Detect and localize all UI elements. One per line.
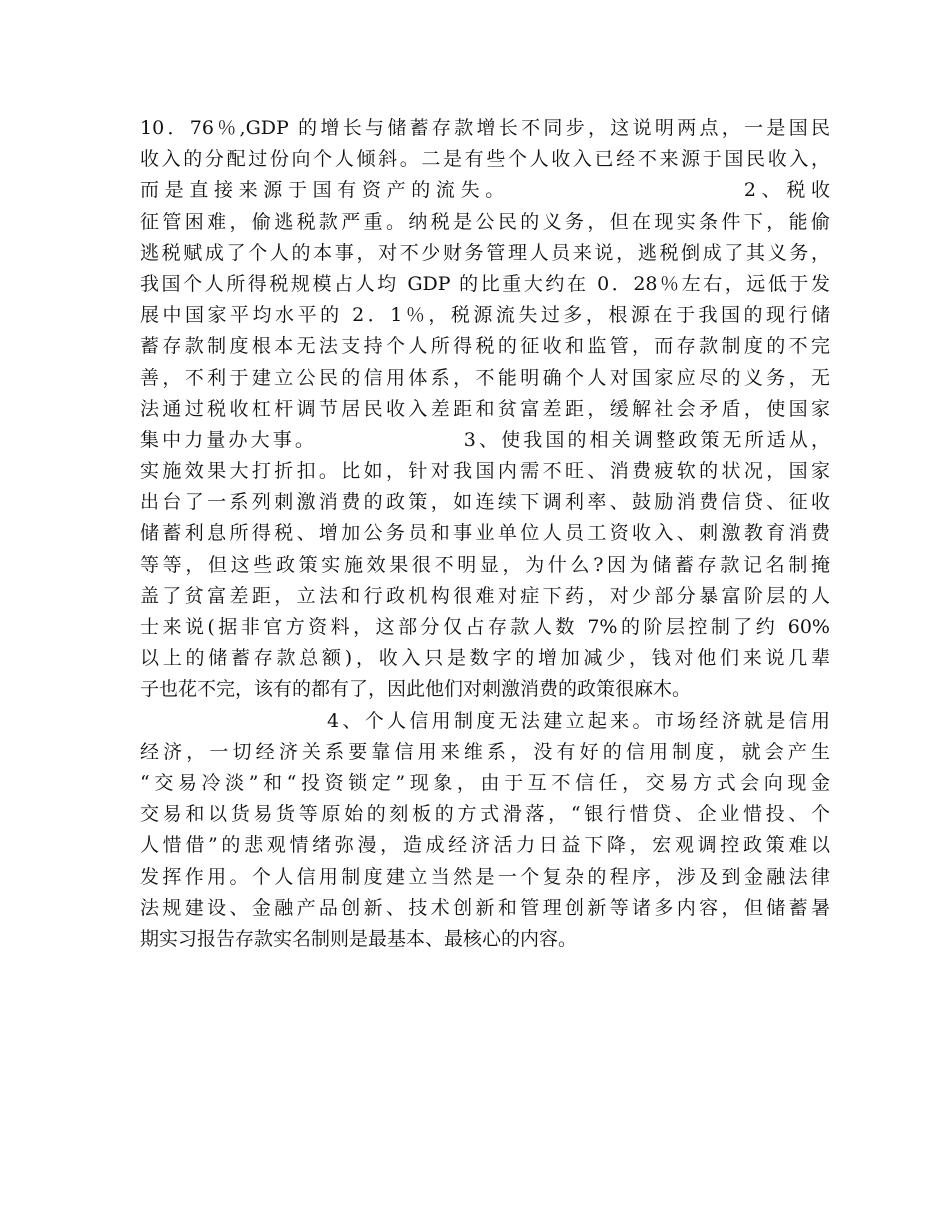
text-line: 法通过税收杠杆调节居民收入差距和贫富差距，缓解社会矛盾，使国家 (140, 397, 830, 420)
text-line: 出台了一系列刺激消费的政策，如连续下调利率、鼓励消费信贷、征收 (140, 491, 830, 514)
text-line: 集中力量办大事。 3、使我国的相关调整政策无所适从， (140, 428, 830, 451)
text-line: 士来说(据非官方资料，这部分仅占存款人数 7%的阶层控制了约 60% (140, 616, 830, 638)
text-line: 蓄存款制度根本无法支持个人所得税的征收和监管，而存款制度的不完 (140, 335, 830, 358)
text-line: 展中国家平均水平的 2．1％，税源流失过多，根源在于我国的现行储 (140, 304, 830, 327)
text-line: 实施效果大打折扣。比如，针对我国内需不旺、消费疲软的状况，国家 (140, 460, 830, 483)
text-line: 而是直接来源于国有资产的流失。 2、税收 (140, 179, 830, 202)
text-line: 盖了贫富差距，立法和行政机构很难对症下药，对少部分暴富阶层的人 (140, 584, 830, 607)
text-line: 法规建设、金融产品创新、技术创新和管理创新等诸多内容，但储蓄暑 (140, 896, 830, 919)
text-line: 4、个人信用制度无法建立起来。市场经济就是信用 (140, 709, 830, 732)
text-line: 逃税赋成了个人的本事，对不少财务管理人员来说，逃税倒成了其义务， (140, 241, 830, 264)
text-line: 以上的储蓄存款总额)，收入只是数字的增加减少，钱对他们来说几辈 (140, 647, 830, 670)
text-line: 10．76％,GDP 的增长与储蓄存款增长不同步，这说明两点，一是国民 (140, 117, 830, 139)
text-line: 经济，一切经济关系要靠信用来维系，没有好的信用制度，就会产生 (140, 740, 830, 763)
text-line: 收入的分配过份向个人倾斜。二是有些个人收入已经不来源于国民收入， (140, 148, 830, 171)
text-line: 人惜借”的悲观情绪弥漫，造成经济活力日益下降，宏观调控政策难以 (140, 834, 830, 857)
text-line: 子也花不完，该有的都有了，因此他们对刺激消费的政策很麻木。 (140, 678, 692, 701)
text-line: 储蓄利息所得税、增加公务员和事业单位人员工资收入、刺激教育消费 (140, 522, 830, 545)
text-line: 我国个人所得税规模占人均 GDP 的比重大约在 0．28％左右，远低于发 (140, 272, 830, 295)
text-line: 交易和以货易货等原始的刻板的方式滑落，“银行惜贷、企业惜投、个 (140, 803, 830, 826)
text-line: 发挥作用。个人信用制度建立当然是一个复杂的程序，涉及到金融法律 (140, 865, 830, 888)
text-line: 期实习报告存款实名制则是最基本、最核心的内容。 (140, 927, 578, 950)
text-line: 等等，但这些政策实施效果很不明显，为什么?因为储蓄存款记名制掩 (140, 553, 830, 576)
text-line: 善，不利于建立公民的信用体系，不能明确个人对国家应尽的义务，无 (140, 366, 830, 389)
text-line: “交易冷淡”和“投资锁定”现象，由于互不信任，交易方式会向现金 (140, 771, 830, 794)
text-line: 征管困难，偷逃税款严重。纳税是公民的义务，但在现实条件下，能偷 (140, 210, 830, 233)
body-text (140, 113, 830, 955)
